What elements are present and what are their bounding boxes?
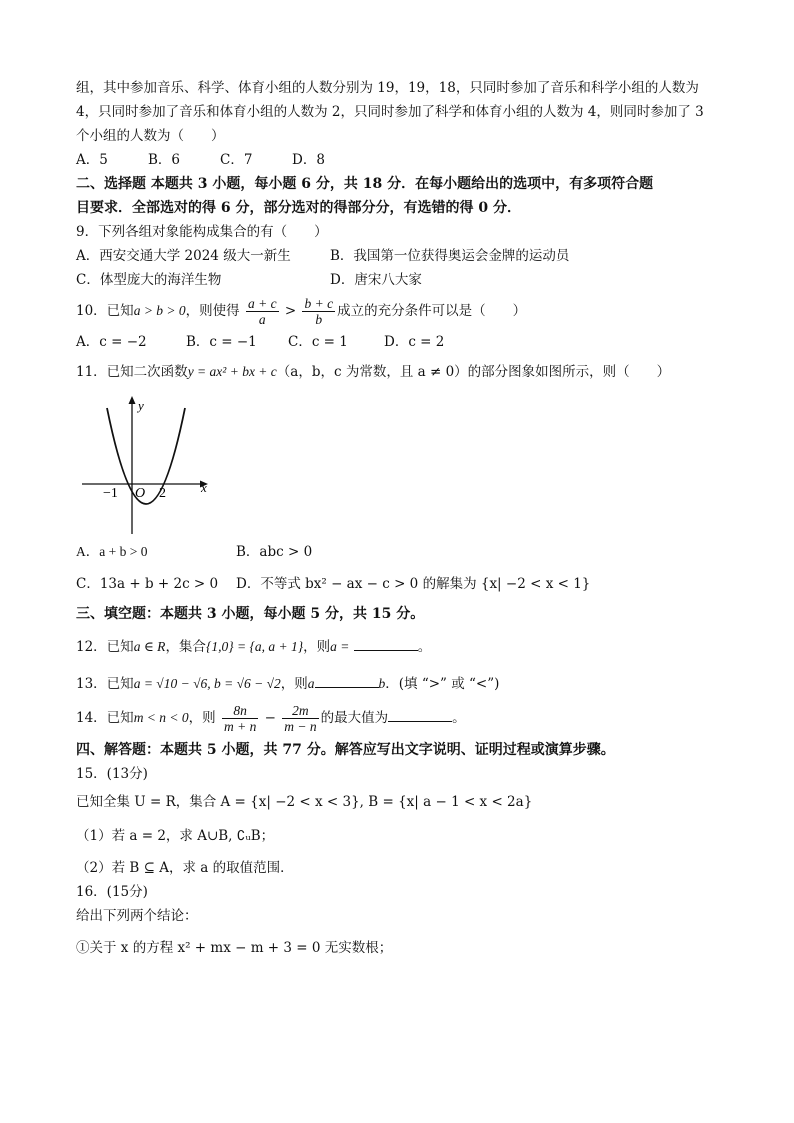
q11-function: y = ax² + bx + c [187,364,277,379]
q10-frac1-num: a + c [247,296,277,311]
q15-part-1: （1）若 a = 2，求 A∪B, ∁ᵤB； [76,828,275,844]
graph-y-arrow [129,396,136,404]
q10-frac2-num: b + c [304,296,334,311]
q16-intro: 给出下列两个结论： [76,908,198,924]
graph-parabola-curve [107,408,185,504]
q8-line-1: 组，其中参加音乐、科学、体育小组的人数分别为 19，19，18，只同时参加了音乐和科学小组的人数为 [76,80,699,96]
q8-option-b: B．6 [148,152,181,168]
q16-item-1: ①关于 x 的方程 x² + mx − m + 3 = 0 无实数根； [76,940,393,956]
q10-option-d: D．c = 2 [384,334,445,350]
q10-fraction-2 [302,296,335,327]
q12-mid: ，集合 [165,639,206,655]
q10-gt: > [284,303,297,319]
graph-root-right-label: 2 [159,486,166,501]
q13-answer-blank[interactable] [315,673,379,688]
q9-options-row-1 [76,246,736,266]
q9-options-row-2 [76,270,736,290]
question-9 [76,222,736,290]
graph-root-left-label: −1 [103,486,118,501]
q14-frac2-den: m − n [284,719,317,734]
section-3-heading: 三、填空题：本题共 3 小题，每小题 5 分，共 15 分。 [76,606,425,622]
question-11 [76,362,736,594]
q10-options [76,332,736,352]
q11-option-c: C．13a + b + 2c > 0 [76,576,219,592]
q9-option-a: A．西安交通大学 2024 级大一新生 [76,248,291,264]
q11-options-row-2 [76,574,736,594]
question-14 [76,700,736,736]
q10-mid: ，则使得 [185,303,240,319]
q8-option-a: A．5 [76,152,108,168]
q15-stem: 已知全集 U = R，集合 A = {x| −2 < x < 3}, B = {x| a − 1 < x < 2a} [76,794,533,810]
section-2-heading [76,174,736,218]
q13-tail: ，则 [280,676,308,692]
graph-y-label: y [138,398,144,413]
q9-stem: 9．下列各组对象能构成集合的有（ ） [76,224,328,240]
question-13 [76,673,736,694]
q14-suffix: 的最大值为 [320,710,389,726]
q8-option-c: C．7 [220,152,253,168]
q9-option-b: B．我国第一位获得奥运会金牌的运动员 [330,248,570,264]
q8-options [76,150,736,170]
q12-end: 。 [417,639,432,655]
exam-page [76,78,736,962]
q14-condition: m < n < 0 [133,710,189,725]
q11-options-row-1 [76,542,736,562]
q12-answer-var: a = [330,639,350,654]
question-12 [76,636,736,657]
q10-option-c: C．c = 1 [288,334,348,350]
q12-prefix: 12．已知 [76,639,134,655]
q15-part-2: （2）若 B ⊆ A，求 a 的取值范围． [76,860,294,876]
q9-option-c: C．体型庞大的海洋生物 [76,272,222,288]
q14-frac2-num: 2m [282,703,318,719]
q9-option-d: D．唐宋八大家 [330,272,422,288]
q13-end: ．(填 “>” 或 “<”) [385,676,500,692]
q8-line-2: 4，只同时参加了音乐和体育小组的人数为 2，只同时参加了科学和体育小组的人数为 4，则同时参加了 3 [76,104,704,120]
q10-condition: a > b > 0 [133,303,186,318]
q14-end: 。 [452,710,466,726]
q16-number: 16．(15分) [76,884,148,900]
section-4-heading: 四、解答题：本题共 5 小题，共 77 分。解答应写出文字说明、证明过程或演算步骤。 [76,742,615,758]
q13-expression: a = √10 − √6, b = √6 − √2 [133,676,281,691]
q8-line-3: 个小组的人数为（ ） [76,128,225,144]
q10-prefix: 10．已知 [76,303,134,319]
q11-option-a: A．a + b > 0 [76,544,148,559]
section-2-line-2: 目要求．全部选对的得 6 分，部分选对的得部分分，有选错的得 0 分． [76,200,521,216]
q14-frac1-num: 8n [222,703,258,719]
q11-stem [76,362,736,382]
q10-frac1-den: a [258,312,266,327]
q12-tail: ，则 [303,639,331,655]
q11-option-b: B．abc > 0 [236,544,313,560]
q14-frac1-den: m + n [223,719,257,734]
question-8 [76,78,736,170]
question-16 [76,882,736,958]
q13-a: a [307,676,315,691]
q10-fraction-1 [246,296,279,327]
graph-x-label: x [201,480,207,495]
q11-option-d: D．不等式 bx² − ax − c > 0 的解集为 {x| −2 < x < 1} [236,576,591,592]
q13-b: b [378,676,386,691]
q14-fraction-1 [222,703,258,734]
q10-frac2-den: b [315,312,323,327]
q12-answer-blank[interactable] [354,636,418,651]
section-2-line-1: 二、选择题 本题共 3 小题，每小题 6 分，共 18 分．在每小题给出的选项中，有多项符合题 [76,176,654,192]
q12-condition: a ∈ R [133,639,166,654]
q14-prefix: 14．已知 [76,710,134,726]
q14-answer-blank[interactable] [388,707,452,722]
q10-option-a: A．c = −2 [76,334,147,350]
q10-suffix: 成立的充分条件可以是（ ） [337,303,527,319]
question-15 [76,764,736,878]
q13-prefix: 13．已知 [76,676,134,692]
graph-origin-label: O [135,486,146,501]
question-10 [76,294,736,352]
q11-prefix: 11．已知二次函数 [76,364,188,380]
q14-minus: − [264,710,276,726]
q15-number: 15．(13分) [76,766,148,782]
q12-set: {1,0} = {a, a + 1} [205,639,304,654]
q8-option-d: D．8 [292,152,325,168]
q11-suffix: （a，b，c 为常数，且 a ≠ 0）的部分图象如图所示，则（ ） [276,364,671,380]
q10-stem [76,294,736,328]
q10-option-b: B．c = −1 [186,334,257,350]
q14-fraction-2 [282,703,318,734]
q11-parabola-graph [80,388,220,538]
q14-mid: ，则 [188,710,216,726]
